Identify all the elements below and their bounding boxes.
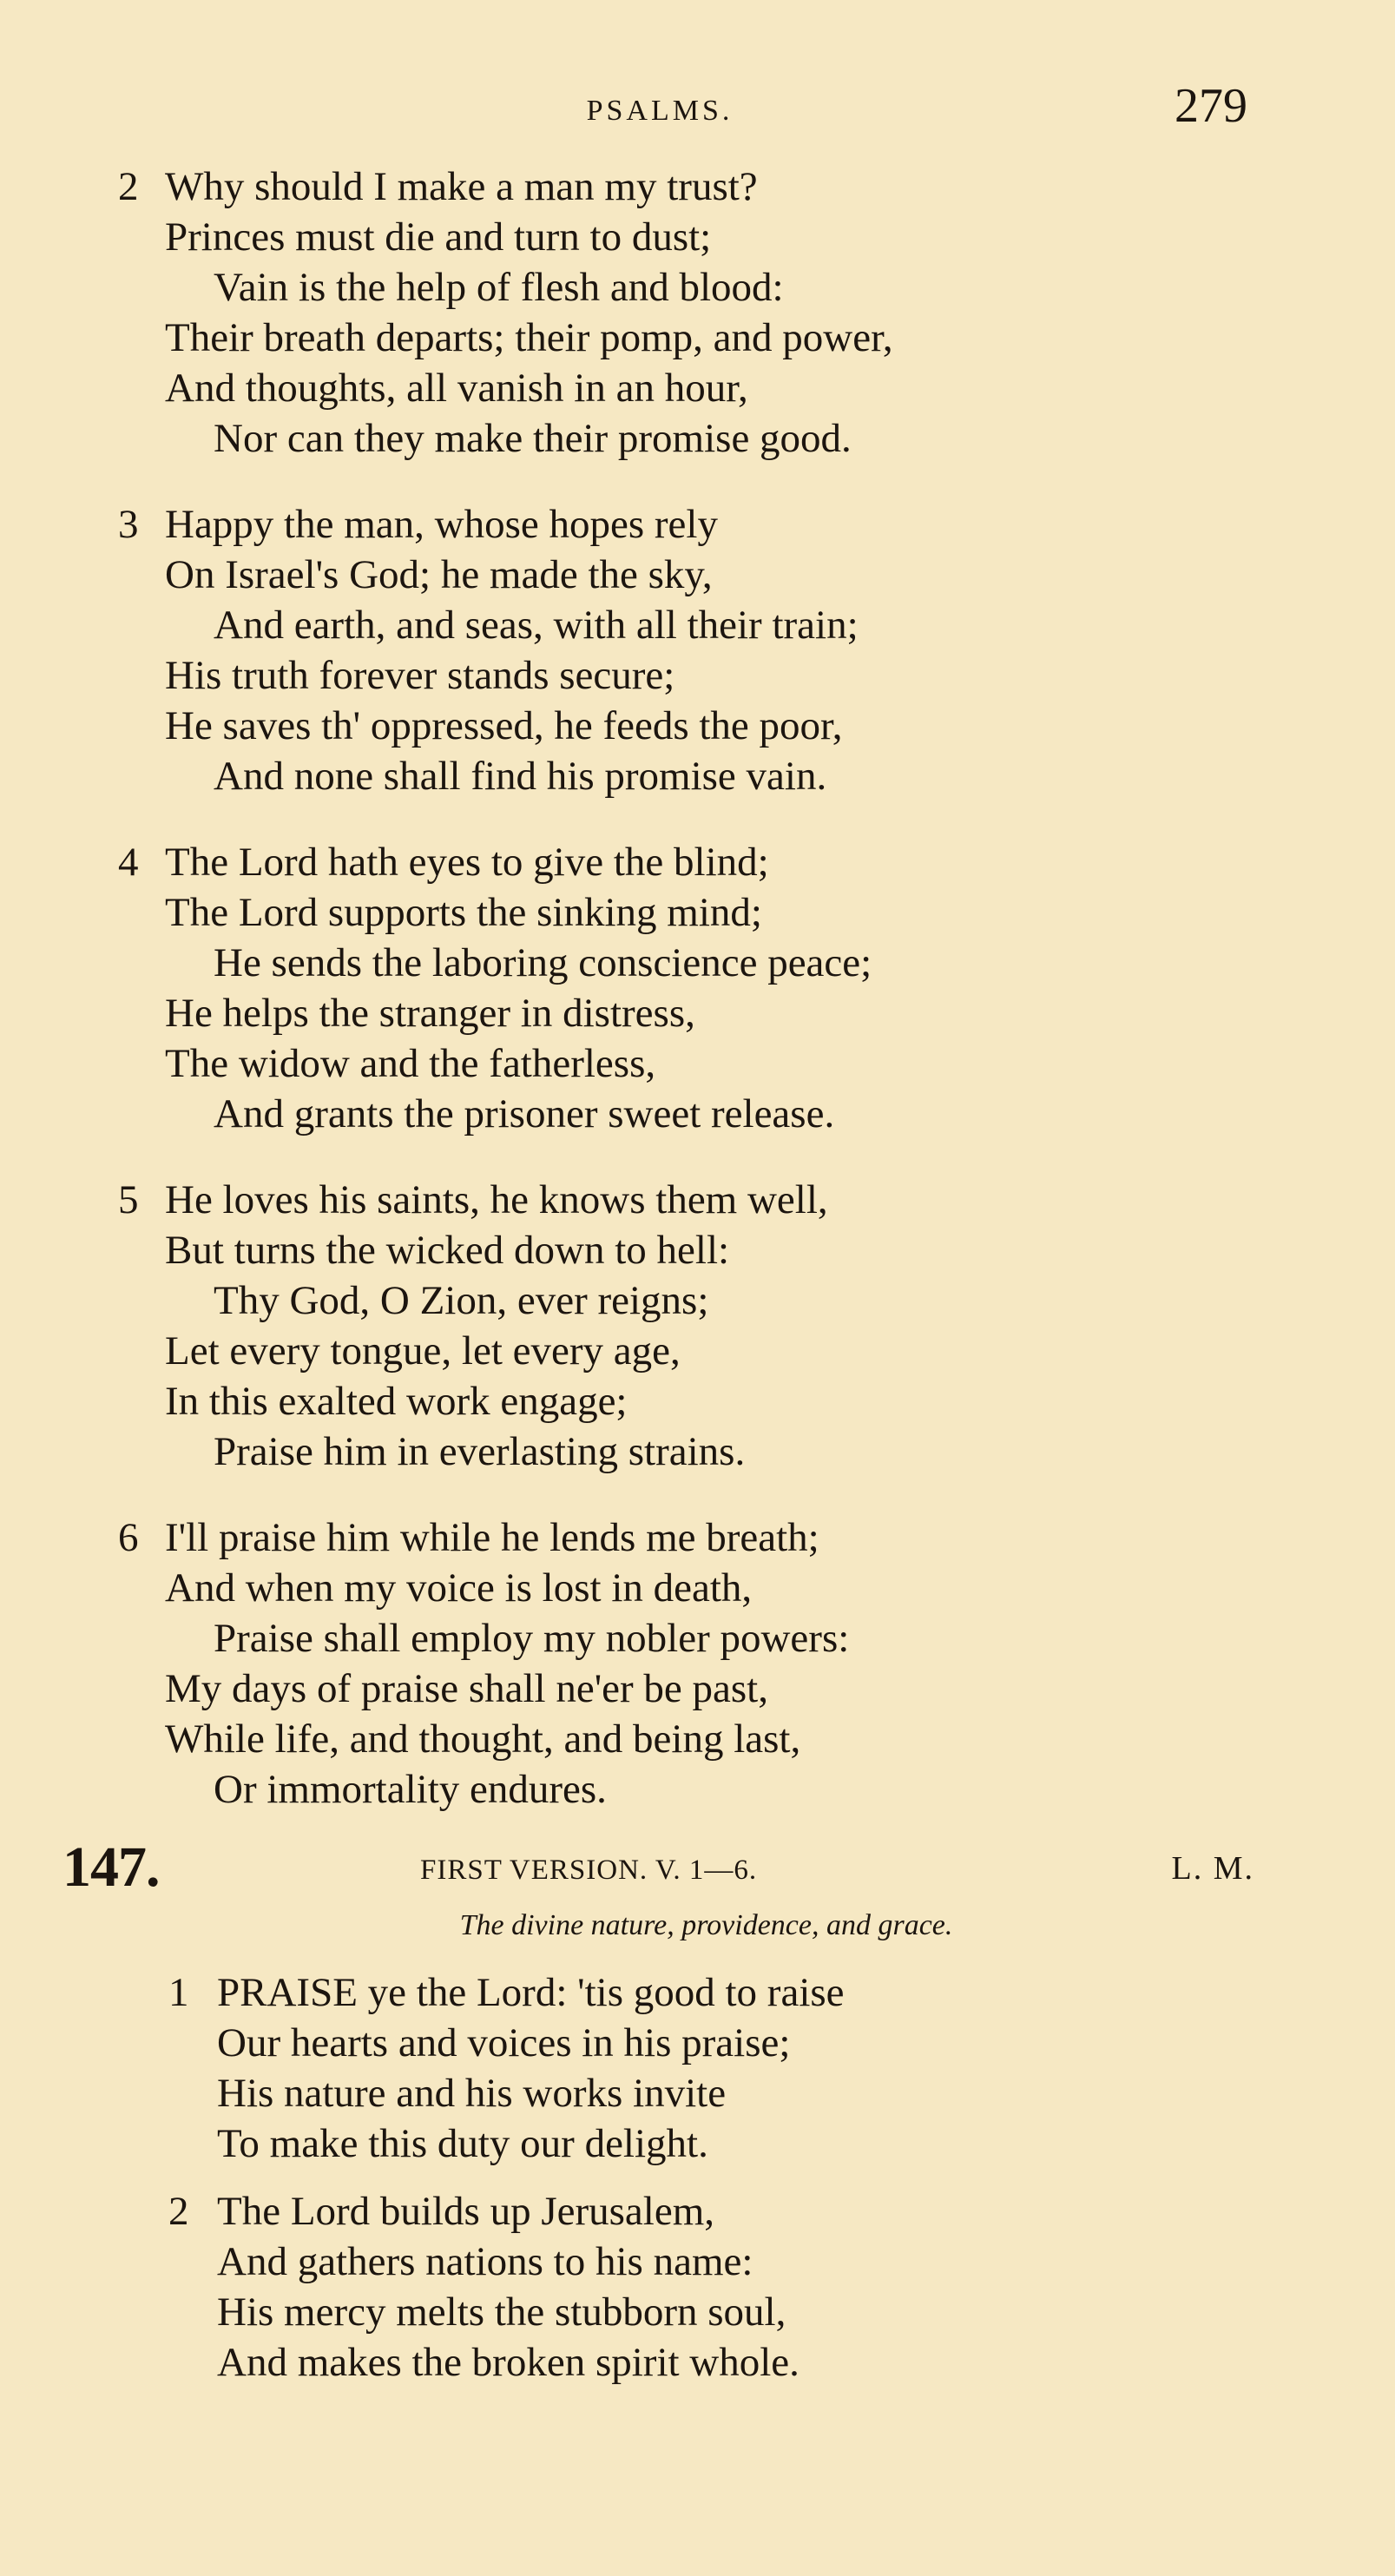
stanza-number: 1 <box>168 1970 189 2015</box>
page-number: 279 <box>1175 79 1247 133</box>
running-title: PSALMS. <box>586 95 734 127</box>
verse-line: And when my voice is lost in death, <box>165 1565 753 1611</box>
verse-line: On Israel's God; he made the sky, <box>165 552 713 597</box>
verse-line: Their breath departs; their pomp, and power, <box>165 315 893 360</box>
verse-line: Why should I make a man my trust? <box>165 164 758 209</box>
verse-line: Or immortality endures. <box>214 1767 607 1812</box>
hymn-stanza-2 <box>0 2186 1395 2388</box>
verse-line: Nor can they make their promise good. <box>214 416 852 461</box>
running-head <box>0 80 1395 149</box>
stanza-number: 5 <box>118 1177 139 1222</box>
continued-stanzas <box>0 161 1395 1850</box>
verse-line: My days of praise shall ne'er be past, <box>165 1666 768 1711</box>
verse-line: PRAISE ye the Lord: 'tis good to raise <box>217 1970 845 2015</box>
stanza-number: 2 <box>168 2189 189 2234</box>
verse-line: His nature and his works invite <box>217 2071 727 2116</box>
verse-line: But turns the wicked down to hell: <box>165 1228 730 1273</box>
verse-line: In this exalted work engage; <box>165 1379 628 1424</box>
stanza-number: 3 <box>118 502 139 547</box>
verse-line: His truth forever stands secure; <box>165 653 675 698</box>
verse-line: To make this duty our delight. <box>217 2121 708 2166</box>
verse-line: Let every tongue, let every age, <box>165 1328 681 1374</box>
stanza-6 <box>0 1512 1395 1815</box>
verse-line: And earth, and seas, with all their train; <box>214 603 859 648</box>
hymn-meter: L. M. <box>1171 1850 1254 1887</box>
hymn-heading <box>0 1837 1395 1898</box>
verse-line: I'll praise him while he lends me breath; <box>165 1515 819 1560</box>
verse-line: The widow and the fatherless, <box>165 1041 656 1086</box>
stanza-number: 4 <box>118 840 139 885</box>
verse-line: The Lord hath eyes to give the blind; <box>165 840 769 885</box>
hymn-number: 147. <box>63 1835 160 1899</box>
verse-line: And gathers nations to his name: <box>217 2239 753 2284</box>
verse-line: While life, and thought, and being last, <box>165 1716 801 1762</box>
stanza-number: 2 <box>118 164 139 209</box>
stanza-2 <box>0 161 1395 464</box>
hymn-subject: The divine nature, providence, and grace. <box>459 1909 953 1941</box>
verse-line: Vain is the help of flesh and blood: <box>214 265 784 310</box>
verse-line: And grants the prisoner sweet release. <box>214 1091 835 1136</box>
stanza-number: 6 <box>118 1515 139 1560</box>
verse-line: Praise shall employ my nobler powers: <box>214 1616 850 1661</box>
verse-line: Happy the man, whose hopes rely <box>165 502 718 547</box>
verse-line: He sends the laboring conscience peace; <box>214 940 872 985</box>
verse-line: And makes the broken spirit whole. <box>217 2340 799 2385</box>
verse-line: Praise him in everlasting strains. <box>214 1429 746 1474</box>
verse-line: His mercy melts the stubborn soul, <box>217 2289 786 2335</box>
hymn-version: FIRST VERSION. V. 1—6. <box>420 1855 758 1886</box>
verse-line: And none shall find his promise vain. <box>214 754 827 799</box>
verse-line: He loves his saints, he knows them well, <box>165 1177 828 1222</box>
stanza-3 <box>0 499 1395 801</box>
hymn-stanzas <box>0 1967 1395 2405</box>
verse-line: The Lord builds up Jerusalem, <box>217 2189 715 2234</box>
stanza-5 <box>0 1175 1395 1477</box>
verse-line: Thy God, O Zion, ever reigns; <box>214 1278 709 1323</box>
verse-line: The Lord supports the sinking mind; <box>165 890 762 935</box>
hymn-stanza-1 <box>0 1967 1395 2169</box>
verse-line: He helps the stranger in distress, <box>165 991 695 1036</box>
verse-line: Princes must die and turn to dust; <box>165 214 712 260</box>
stanza-4 <box>0 837 1395 1139</box>
verse-line: And thoughts, all vanish in an hour, <box>165 366 748 411</box>
verse-line: He saves th' oppressed, he feeds the poor, <box>165 703 843 748</box>
verse-line: Our hearts and voices in his praise; <box>217 2020 791 2065</box>
